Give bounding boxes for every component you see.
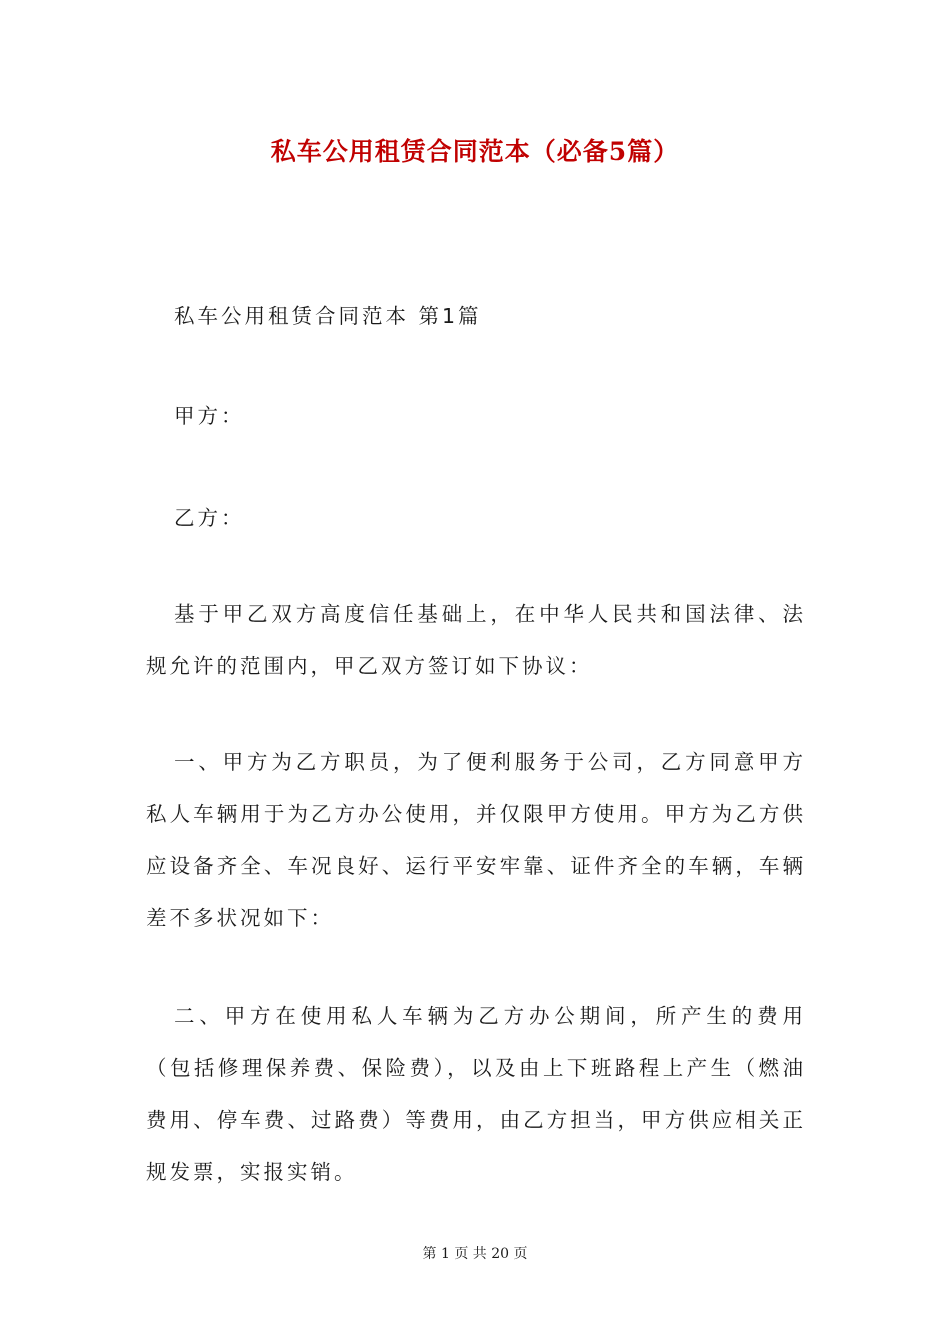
footer-page-middle: 页 共 bbox=[454, 1246, 487, 1262]
party-a-label: 甲方： bbox=[174, 404, 245, 428]
paragraph-clause-2: 二、甲方在使用私人车辆为乙方办公期间，所产生的费用（包括修理保养费、保险费），以及由上下班路程上产生（燃油费用、停车费、过路费）等费用，由乙方担当，甲方供应相关正规发票，实报实销。 bbox=[146, 1004, 806, 1184]
document-title: 私车公用租赁合同范本（必备5篇） bbox=[270, 137, 680, 166]
footer-page-prefix: 第 bbox=[422, 1246, 437, 1262]
paragraph-clause-1: 一、甲方为乙方职员，为了便利服务于公司，乙方同意甲方私人车辆用于为乙方办公使用，并仅限甲方使用。甲方为乙方供应设备齐全、车况良好、运行平安牢靠、证件齐全的车辆，车辆差不多状况如下： bbox=[146, 750, 806, 930]
footer-total-pages: 20 bbox=[491, 1246, 510, 1262]
footer-page-number: 1 bbox=[440, 1246, 450, 1262]
party-b-label: 乙方： bbox=[174, 506, 245, 530]
paragraph-intro: 基于甲乙双方高度信任基础上，在中华人民共和国法律、法规允许的范围内，甲乙双方签订如下协议： bbox=[146, 602, 806, 678]
footer-page-suffix: 页 bbox=[513, 1246, 528, 1262]
section-heading: 私车公用租赁合同范本 第1篇 bbox=[174, 304, 482, 328]
page-footer bbox=[0, 1244, 950, 1264]
